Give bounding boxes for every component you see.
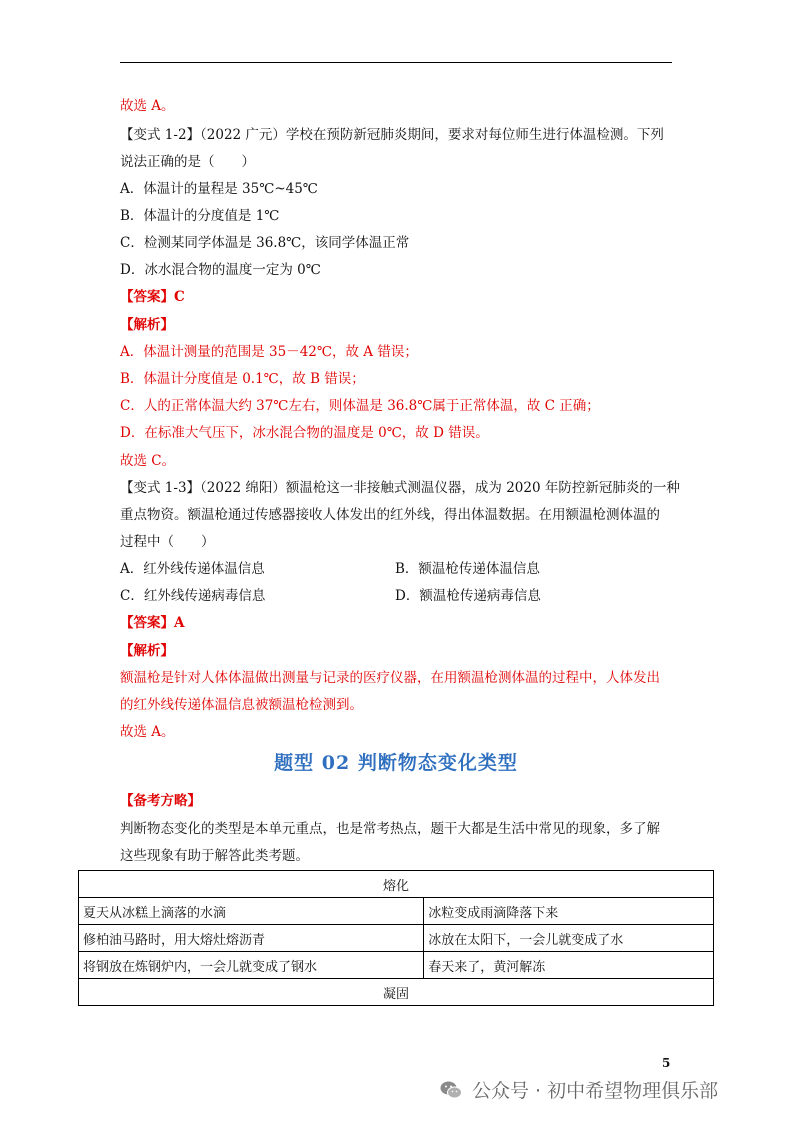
page-number: 5 <box>662 1056 671 1070</box>
table-footer: 凝固 <box>79 979 714 1006</box>
table-cell: 冰放在太阳下，一会儿就变成了水 <box>424 925 714 952</box>
table-header: 熔化 <box>79 871 714 898</box>
header-rule <box>120 62 672 63</box>
text-line: D．在标准大气压下，冰水混合物的温度是 0℃，故 D 错误。 <box>120 425 489 441</box>
watermark-text: 公众号 · 初中希望物理俱乐部 <box>472 1080 719 1102</box>
study-text-2: 这些现象有助于解答此类考题。 <box>120 848 309 864</box>
text-line: B．体温计分度值是 0.1℃，故 B 错误； <box>120 371 365 387</box>
text-line: A．红外线传递体温信息 <box>120 561 265 577</box>
table-cell: 夏天从冰糕上滴落的水滴 <box>79 898 424 925</box>
text-line: 【解析】 <box>120 643 174 659</box>
wechat-icon <box>440 1080 462 1100</box>
option-b: B．额温枪传递体温信息 <box>395 561 540 577</box>
text-line: 过程中（ ） <box>120 534 215 550</box>
text-line: 【变式 1-3】（2022 绵阳）额温枪这一非接触式测温仪器，成为 2020 年防控新冠肺炎的一种 <box>120 480 680 496</box>
table-cell: 将钢放在炼钢炉内，一会儿就变成了钢水 <box>79 952 424 979</box>
text-line: 重点物资。额温枪通过传感器接收人体发出的红外线，得出体温数据。在用额温枪测体温的 <box>120 507 660 523</box>
text-line: 故选 A。 <box>120 724 175 740</box>
table-cell: 春天来了，黄河解冻 <box>424 952 714 979</box>
table-row <box>79 952 714 979</box>
text-line: 额温枪是针对人体体温做出测量与记录的医疗仪器，在用额温枪测体温的过程中，人体发出 <box>120 670 660 686</box>
text-line: A．体温计的量程是 35℃~45℃ <box>120 181 318 197</box>
text-line: B．体温计的分度值是 1℃ <box>120 208 280 224</box>
text-line: C．红外线传递病毒信息 <box>120 588 266 604</box>
option-d: D．额温枪传递病毒信息 <box>395 588 541 604</box>
section-title: 题型 02 判断物态变化类型 <box>274 752 518 774</box>
text-line: 故选 C。 <box>120 453 176 469</box>
study-heading: 【备考方略】 <box>120 793 201 809</box>
text-line: 【解析】 <box>120 317 174 333</box>
table-row <box>79 925 714 952</box>
table-cell: 冰粒变成雨滴降落下来 <box>424 898 714 925</box>
text-line: 的红外线传递体温信息被额温枪检测到。 <box>120 697 363 713</box>
phase-change-table <box>78 870 714 1006</box>
text-line: D．冰水混合物的温度一定为 0℃ <box>120 262 321 278</box>
text-line: C．人的正常体温大约 37℃左右，则体温是 36.8℃属于正常体温，故 C 正确； <box>120 398 600 414</box>
text-line: 说法正确的是（ ） <box>120 154 255 170</box>
study-text-1: 判断物态变化的类型是本单元重点，也是常考热点，题干大都是生活中常见的现象，多了解 <box>120 821 660 837</box>
text-line: 【答案】A <box>120 615 185 631</box>
watermark <box>440 1076 718 1103</box>
text-line: 【答案】C <box>120 289 185 305</box>
text-line: C．检测某同学体温是 36.8℃，该同学体温正常 <box>120 235 410 251</box>
table-cell: 修柏油马路时，用大熔灶熔沥青 <box>79 925 424 952</box>
text-line: 故选 A。 <box>120 98 175 114</box>
table-row <box>79 898 714 925</box>
text-line: 【变式 1-2】（2022 广元）学校在预防新冠肺炎期间，要求对每位师生进行体温检测。下列 <box>120 127 664 143</box>
text-line: A．体温计测量的范围是 35－42℃，故 A 错误； <box>120 344 418 360</box>
